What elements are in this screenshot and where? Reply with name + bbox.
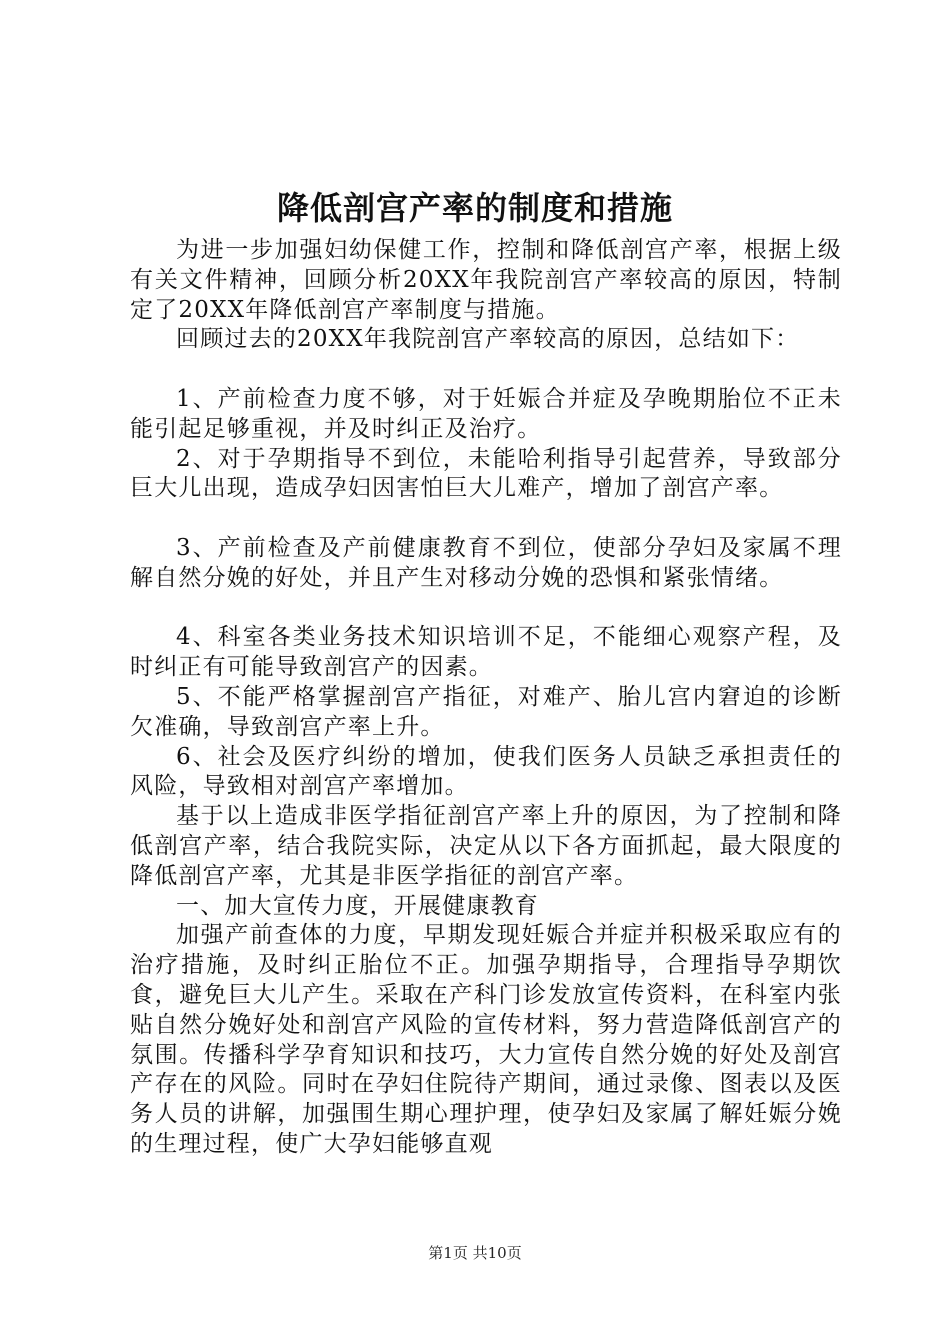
paragraph-review: 回顾过去的20XX年我院剖宫产率较高的原因，总结如下： [176, 326, 800, 353]
document-title: 降低剖宫产率的制度和措施 [276, 189, 673, 227]
paragraph-reason-5: 5、不能严格掌握剖宫产指征，对难产、胎儿宫内窘迫的诊断欠准确，导致剖宫产率上升。 [130, 683, 842, 740]
paragraph-reason-3: 3、产前检查及产前健康教育不到位，使部分孕妇及家属不理解自然分娩的好处，并且产生对移动分娩的恐惧和紧张情绪。 [130, 534, 842, 591]
paragraph-reason-4: 4、科室各类业务技术知识培训不足，不能细心观察产程，及时纠正有可能导致剖宫产的因素。 [130, 624, 842, 681]
paragraph-measure-1: 加强产前查体的力度，早期发现妊娠合并症并积极采取应有的治疗措施，及时纠正胎位不正。加强孕期指导，合理指导孕期饮食，避免巨大儿产生。采取在产科门诊发放宣传资料，在科室内张贴自然分娩好处和剖宫产风险的宣传材料，努力营造降低剖宫产的氛围。传播科学孕育知识和技巧，大力宣传自然分娩的好处及剖宫产存在的风险。同时在孕妇住院待产期间，通过录像、图表以及医务人员的讲解，加强围生期心理护理，使孕妇及家属了解妊娠分娩的生理过程，使广大孕妇能够直观 [130, 922, 842, 1157]
page-footer: 第1页 共10页 [428, 1244, 522, 1262]
paragraph-reason-6: 6、社会及医疗纠纷的增加，使我们医务人员缺乏承担责任的风险，导致相对剖宫产率增加。 [130, 743, 842, 800]
section-heading-1: 一、加大宣传力度，开展健康教育 [176, 892, 539, 919]
document-body [130, 236, 842, 1160]
paragraph-measures-intro: 基于以上造成非医学指征剖宫产率上升的原因，为了控制和降低剖宫产率，结合我院实际，决定从以下各方面抓起，最大限度的降低剖宫产率，尤其是非医学指征的剖宫产率。 [130, 803, 842, 889]
paragraph-reason-1: 1、产前检查力度不够，对于妊娠合并症及孕晚期胎位不正未能引起足够重视，并及时纠正及治疗。 [130, 385, 842, 442]
paragraph-intro: 为进一步加强妇幼保健工作，控制和降低剖宫产率，根据上级有关文件精神，回顾分析20XX年我院剖宫产率较高的原因，特制定了20XX年降低剖宫产率制度与措施。 [130, 237, 842, 323]
paragraph-reason-2: 2、对于孕期指导不到位，未能哈利指导引起营养，导致部分巨大儿出现，造成孕妇因害怕巨大儿难产，增加了剖宫产率。 [130, 445, 842, 502]
